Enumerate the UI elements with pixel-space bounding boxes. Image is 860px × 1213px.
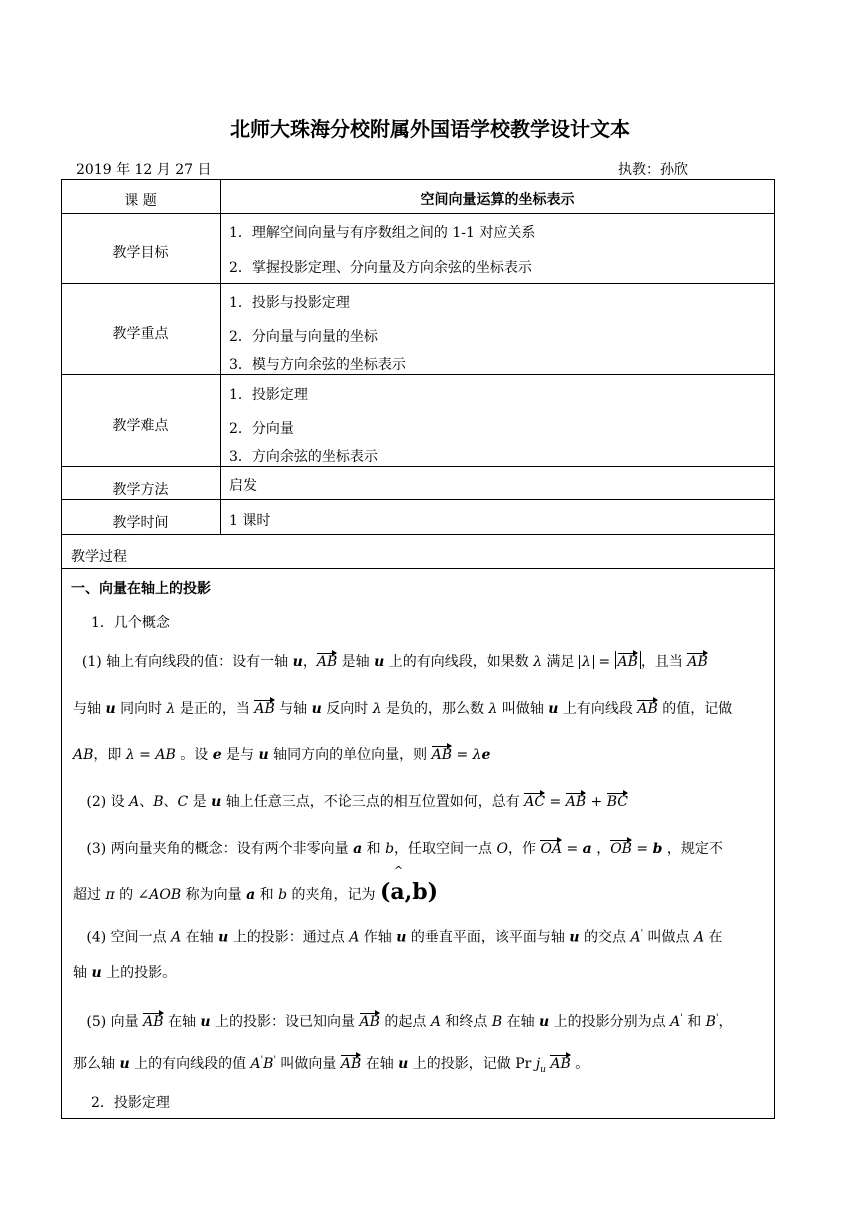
- topic-label: 课 题: [124, 193, 157, 209]
- paragraph-1b: 与轴 u 同向时 λ 是正的，当 AB 与轴 u 反向时 λ 是负的，那么数 λ 叫做轴 u 上有向线段 AB 的值，记做: [73, 698, 767, 716]
- teacher-line: 执教：孙欣: [618, 162, 688, 178]
- time-value: 1 课时: [229, 513, 271, 529]
- section-heading: 一、向量在轴上的投影: [71, 581, 211, 597]
- paragraph-3b: 超过 π 的 ∠AOB 称为向量 a 和 b 的夹角，记为 (a,b) ^: [73, 864, 439, 905]
- difficult-point-item: 3．方向余弦的坐标表示: [229, 449, 378, 465]
- paragraph-4: (4) 空间一点 A 在轴 u 上的投影：通过点 A 作轴 u 的垂直平面，该平面与轴 u 的交点 A' 叫做点 A 在: [73, 929, 723, 946]
- paragraph-1: (1) 轴上有向线段的值：设有一轴 u，AB 是轴 u 上的有向线段，如果数 λ 满足 λ = AB ，且当 AB: [73, 651, 767, 669]
- key-point-item: 3．模与方向余弦的坐标表示: [229, 357, 406, 373]
- paragraph-5: (5) 向量 AB 在轴 u 上的投影：设已知向量 AB 的起点 A 和终点 B 在轴 u 上的投影分别为点 A' 和 B'，: [73, 1011, 767, 1029]
- topic-value: 空间向量运算的坐标表示: [420, 192, 575, 208]
- method-value: 启发: [229, 478, 257, 494]
- method-label: 教学方法: [112, 482, 169, 498]
- subheading: 2．投影定理: [91, 1095, 170, 1111]
- paragraph-2: (2) 设 A、B、C 是 u 轴上任意三点，不论三点的相互位置如何，总有 AC = AB + BC: [73, 791, 767, 809]
- date-line: 2019 年 12 月 27 日: [76, 162, 212, 178]
- paragraph-4b: 轴 u 上的投影。: [73, 965, 177, 981]
- difficult-points-label: 教学难点: [112, 418, 169, 434]
- key-points-label: 教学重点: [112, 326, 169, 342]
- process-label: 教学过程: [71, 549, 127, 565]
- document-title: 北师大珠海分校附属外国语学校教学设计文本: [230, 117, 630, 141]
- key-point-item: 2．分向量与向量的坐标: [229, 329, 378, 345]
- difficult-point-item: 1．投影定理: [229, 387, 308, 403]
- key-point-item: 1．投影与投影定理: [229, 295, 350, 311]
- subheading: 1．几个概念: [91, 615, 170, 631]
- paragraph-3: (3) 两向量夹角的概念：设有两个非零向量 a 和 b，任取空间一点 O，作 OA = a ，OB = b ，规定不: [73, 838, 767, 856]
- time-label: 教学时间: [112, 515, 169, 531]
- difficult-point-item: 2．分向量: [229, 421, 294, 437]
- goal-item: 2．掌握投影定理、分向量及方向余弦的坐标表示: [229, 260, 532, 276]
- paragraph-1c: AB，即 λ = AB 。设 e 是与 u 轴同方向的单位向量，则 AB = λe: [73, 744, 767, 762]
- goals-label: 教学目标: [112, 245, 169, 261]
- goal-item: 1．理解空间向量与有序数组之间的 1-1 对应关系: [229, 225, 536, 241]
- paragraph-5b: 那么轴 u 上的有向线段的值 A'B' 叫做向量 AB 在轴 u 上的投影，记做 Pr $j_u$ AB 。: [73, 1053, 767, 1075]
- lesson-table: [61, 179, 775, 1119]
